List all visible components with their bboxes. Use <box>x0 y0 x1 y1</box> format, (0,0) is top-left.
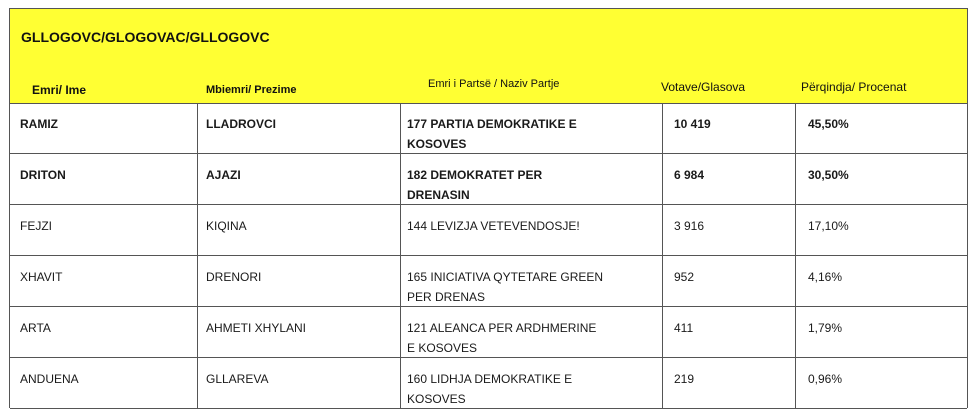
column-header-votes: Votave/Glasova <box>661 80 746 94</box>
percent-cell: 0,96% <box>808 372 843 386</box>
table-row <box>10 154 967 205</box>
results-table <box>9 8 968 408</box>
votes-cell: 6 984 <box>674 168 705 182</box>
table-row <box>10 103 967 154</box>
first-name-cell: FEJZI <box>20 219 52 233</box>
percent-cell: 30,50% <box>808 168 849 182</box>
table-header <box>10 8 967 104</box>
last-name-cell: GLLAREVA <box>206 372 269 386</box>
last-name-cell: AJAZI <box>206 168 241 182</box>
party-cell: 121 ALEANCA PER ARDHMERINE E KOSOVES <box>407 321 597 355</box>
column-header-percent: Përqindja/ Procenat <box>801 80 907 94</box>
party-cell: 160 LIDHJA DEMOKRATIKE E KOSOVES <box>407 372 573 406</box>
column-header-party: Emri i Partsë / Naziv Partje <box>428 78 560 90</box>
votes-cell: 3 916 <box>674 219 705 233</box>
votes-cell: 219 <box>674 372 695 386</box>
party-cell: 177 PARTIA DEMOKRATIKE E KOSOVES <box>407 117 577 151</box>
table-body <box>10 103 967 409</box>
last-name-cell: AHMETI XHYLANI <box>206 321 307 335</box>
percent-cell: 4,16% <box>808 270 843 284</box>
party-cell: 144 LEVIZJA VETEVENDOSJE! <box>407 219 580 233</box>
table-row <box>10 307 967 358</box>
votes-cell: 952 <box>674 270 695 284</box>
votes-cell: 411 <box>674 321 694 335</box>
percent-cell: 1,79% <box>808 321 843 335</box>
party-cell: 182 DEMOKRATET PER DRENASIN <box>407 168 543 202</box>
first-name-cell: ARTA <box>20 321 51 335</box>
first-name-cell: ANDUENA <box>20 372 79 386</box>
table-row <box>10 256 967 307</box>
votes-cell: 10 419 <box>674 117 711 131</box>
first-name-cell: DRITON <box>20 168 66 182</box>
percent-cell: 45,50% <box>808 117 849 131</box>
last-name-cell: KIQINA <box>206 219 247 233</box>
column-header-last-name: Mbiemri/ Prezime <box>206 84 297 96</box>
table-row <box>10 358 967 409</box>
first-name-cell: RAMIZ <box>20 117 58 131</box>
municipality-title: GLLOGOVC/GLOGOVAC/GLLOGOVC <box>21 29 270 45</box>
percent-cell: 17,10% <box>808 219 849 233</box>
table-row <box>10 205 967 256</box>
party-cell: 165 INICIATIVA QYTETARE GREEN PER DRENAS <box>407 270 604 304</box>
last-name-cell: DRENORI <box>206 270 262 284</box>
last-name-cell: LLADROVCI <box>206 117 276 131</box>
first-name-cell: XHAVIT <box>20 270 63 284</box>
column-header-first-name: Emri/ Ime <box>32 83 87 97</box>
